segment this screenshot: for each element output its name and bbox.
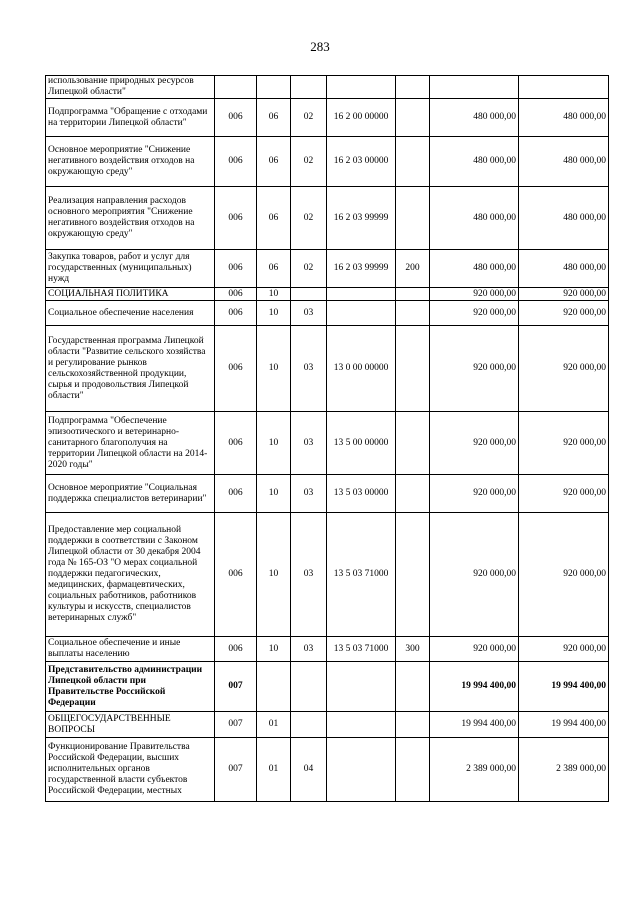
row-name-cell: Функционирование Правительства Российской Федерации, высших исполнительных органов государственной власти субъектов Российской Федерации, местных — [46, 738, 215, 802]
subsection-code-cell: 03 — [291, 326, 327, 412]
amount-cell-1: 19 994 400,00 — [430, 712, 519, 738]
expense-type-cell — [396, 738, 430, 802]
row-name-cell: Основное мероприятие "Социальная поддержка специалистов ветеринарии" — [46, 475, 215, 513]
row-name-cell: Закупка товаров, работ и услуг для государственных (муниципальных) нужд — [46, 250, 215, 288]
amount-cell-2: 920 000,00 — [519, 475, 609, 513]
amount-cell-1: 480 000,00 — [430, 137, 519, 187]
row-name-cell: Социальное обеспечение и иные выплаты населению — [46, 637, 215, 662]
amount-cell-2: 19 994 400,00 — [519, 662, 609, 712]
amount-cell-2: 480 000,00 — [519, 137, 609, 187]
subsection-code-cell: 04 — [291, 738, 327, 802]
target-article-cell: 16 2 03 99999 — [327, 187, 396, 250]
section-code-cell: 10 — [257, 412, 291, 475]
amount-cell-2: 920 000,00 — [519, 412, 609, 475]
row-name-cell: использование природных ресурсов Липецкой области" — [46, 76, 215, 99]
target-article-cell: 16 2 03 00000 — [327, 137, 396, 187]
subsection-code-cell: 03 — [291, 301, 327, 326]
admin-code-cell: 006 — [215, 99, 257, 137]
subsection-code-cell: 02 — [291, 250, 327, 288]
amount-cell-2: 920 000,00 — [519, 326, 609, 412]
section-code-cell — [257, 76, 291, 99]
table-row — [46, 326, 609, 412]
amount-cell-1: 480 000,00 — [430, 187, 519, 250]
admin-code-cell: 006 — [215, 475, 257, 513]
amount-cell-1: 920 000,00 — [430, 475, 519, 513]
admin-code-cell: 006 — [215, 288, 257, 301]
admin-code-cell: 006 — [215, 250, 257, 288]
section-code-cell: 10 — [257, 288, 291, 301]
table-row — [46, 187, 609, 250]
section-code-cell: 06 — [257, 187, 291, 250]
amount-cell-1: 920 000,00 — [430, 326, 519, 412]
table-row — [46, 288, 609, 301]
expense-type-cell: 200 — [396, 250, 430, 288]
amount-cell-2: 920 000,00 — [519, 513, 609, 637]
target-article-cell — [327, 301, 396, 326]
expense-type-cell — [396, 301, 430, 326]
row-name-cell: СОЦИАЛЬНАЯ ПОЛИТИКА — [46, 288, 215, 301]
budget-table — [45, 75, 609, 802]
expense-type-cell — [396, 662, 430, 712]
row-name-cell: Реализация направления расходов основного мероприятия "Снижение негативного воздействия отходов на окружающую среду" — [46, 187, 215, 250]
amount-cell-2: 480 000,00 — [519, 99, 609, 137]
table-row — [46, 76, 609, 99]
budget-table-body — [46, 76, 609, 802]
expense-type-cell — [396, 76, 430, 99]
target-article-cell — [327, 76, 396, 99]
section-code-cell: 06 — [257, 99, 291, 137]
section-code-cell: 10 — [257, 475, 291, 513]
amount-cell-1: 920 000,00 — [430, 637, 519, 662]
target-article-cell: 13 5 03 00000 — [327, 475, 396, 513]
table-row — [46, 99, 609, 137]
amount-cell-1: 920 000,00 — [430, 412, 519, 475]
target-article-cell — [327, 712, 396, 738]
section-code-cell — [257, 662, 291, 712]
amount-cell-2: 19 994 400,00 — [519, 712, 609, 738]
subsection-code-cell: 03 — [291, 475, 327, 513]
amount-cell-1: 920 000,00 — [430, 288, 519, 301]
amount-cell-2: 920 000,00 — [519, 637, 609, 662]
section-code-cell: 10 — [257, 301, 291, 326]
section-code-cell: 10 — [257, 513, 291, 637]
target-article-cell: 13 0 00 00000 — [327, 326, 396, 412]
amount-cell-2: 2 389 000,00 — [519, 738, 609, 802]
expense-type-cell — [396, 187, 430, 250]
expense-type-cell — [396, 137, 430, 187]
amount-cell-1 — [430, 76, 519, 99]
table-row — [46, 250, 609, 288]
admin-code-cell: 006 — [215, 301, 257, 326]
row-name-cell: Основное мероприятие "Снижение негативного воздействия отходов на окружающую среду" — [46, 137, 215, 187]
subsection-code-cell: 03 — [291, 412, 327, 475]
admin-code-cell: 007 — [215, 712, 257, 738]
target-article-cell — [327, 662, 396, 712]
expense-type-cell — [396, 712, 430, 738]
admin-code-cell: 006 — [215, 637, 257, 662]
amount-cell-2: 920 000,00 — [519, 301, 609, 326]
subsection-code-cell — [291, 76, 327, 99]
admin-code-cell: 006 — [215, 137, 257, 187]
table-row — [46, 137, 609, 187]
table-row — [46, 475, 609, 513]
admin-code-cell: 006 — [215, 326, 257, 412]
amount-cell-2: 920 000,00 — [519, 288, 609, 301]
row-name-cell: Предоставление мер социальной поддержки в соответствии с Законом Липецкой области от 30 декабря 2004 года № 165-ОЗ "О мерах социальной поддержки педагогических, медицинских, фармацевтических, социальных работников, работников культуры и искусств, специалистов ветеринарных служб" — [46, 513, 215, 637]
subsection-code-cell: 03 — [291, 637, 327, 662]
admin-code-cell: 007 — [215, 738, 257, 802]
amount-cell-1: 19 994 400,00 — [430, 662, 519, 712]
table-row — [46, 662, 609, 712]
amount-cell-1: 480 000,00 — [430, 250, 519, 288]
table-row — [46, 301, 609, 326]
expense-type-cell — [396, 326, 430, 412]
table-row — [46, 412, 609, 475]
subsection-code-cell — [291, 712, 327, 738]
row-name-cell: Представительство администрации Липецкой области при Правительстве Российской Федерации — [46, 662, 215, 712]
section-code-cell: 06 — [257, 137, 291, 187]
amount-cell-2 — [519, 76, 609, 99]
subsection-code-cell: 02 — [291, 187, 327, 250]
subsection-code-cell: 02 — [291, 137, 327, 187]
expense-type-cell: 300 — [396, 637, 430, 662]
admin-code-cell: 006 — [215, 412, 257, 475]
target-article-cell — [327, 288, 396, 301]
page-number: 283 — [310, 39, 330, 54]
table-row — [46, 712, 609, 738]
row-name-cell: ОБЩЕГОСУДАРСТВЕННЫЕ ВОПРОСЫ — [46, 712, 215, 738]
section-code-cell: 01 — [257, 738, 291, 802]
expense-type-cell — [396, 99, 430, 137]
amount-cell-1: 920 000,00 — [430, 513, 519, 637]
section-code-cell: 06 — [257, 250, 291, 288]
target-article-cell: 13 5 03 71000 — [327, 637, 396, 662]
row-name-cell: Социальное обеспечение населения — [46, 301, 215, 326]
section-code-cell: 10 — [257, 326, 291, 412]
table-row — [46, 738, 609, 802]
target-article-cell: 16 2 03 99999 — [327, 250, 396, 288]
subsection-code-cell: 03 — [291, 513, 327, 637]
admin-code-cell: 006 — [215, 187, 257, 250]
target-article-cell: 13 5 03 71000 — [327, 513, 396, 637]
table-row — [46, 513, 609, 637]
subsection-code-cell: 02 — [291, 99, 327, 137]
section-code-cell: 10 — [257, 637, 291, 662]
expense-type-cell — [396, 412, 430, 475]
admin-code-cell: 007 — [215, 662, 257, 712]
amount-cell-1: 480 000,00 — [430, 99, 519, 137]
amount-cell-2: 480 000,00 — [519, 187, 609, 250]
expense-type-cell — [396, 513, 430, 637]
amount-cell-1: 920 000,00 — [430, 301, 519, 326]
row-name-cell: Подпрограмма "Обращение с отходами на территории Липецкой области" — [46, 99, 215, 137]
amount-cell-2: 480 000,00 — [519, 250, 609, 288]
table-row — [46, 637, 609, 662]
target-article-cell: 13 5 00 00000 — [327, 412, 396, 475]
expense-type-cell — [396, 475, 430, 513]
subsection-code-cell — [291, 288, 327, 301]
amount-cell-1: 2 389 000,00 — [430, 738, 519, 802]
row-name-cell: Подпрограмма "Обеспечение эпизоотического и ветеринарно-санитарного благополучия на территории Липецкой области на 2014-2020 годы" — [46, 412, 215, 475]
admin-code-cell — [215, 76, 257, 99]
subsection-code-cell — [291, 662, 327, 712]
row-name-cell: Государственная программа Липецкой области "Развитие сельского хозяйства и регулирование рынков сельскохозяйственной продукции, сырья и продовольствия Липецкой области" — [46, 326, 215, 412]
target-article-cell: 16 2 00 00000 — [327, 99, 396, 137]
section-code-cell: 01 — [257, 712, 291, 738]
expense-type-cell — [396, 288, 430, 301]
admin-code-cell: 006 — [215, 513, 257, 637]
target-article-cell — [327, 738, 396, 802]
